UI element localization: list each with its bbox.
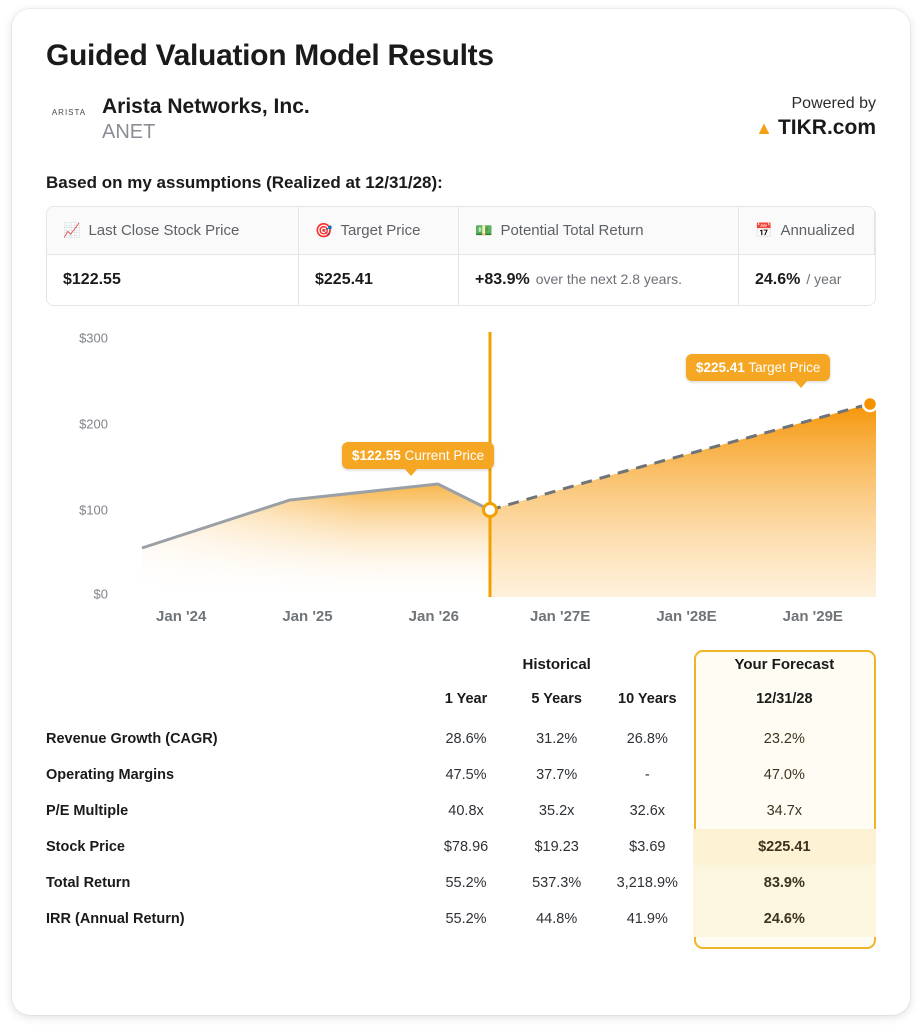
period-header-10-years: 10 Years: [618, 691, 677, 708]
target-price-marker: [863, 397, 876, 411]
row-value-forecast: 24.6%: [693, 901, 876, 937]
forecast-group-label: Your Forecast: [734, 656, 835, 674]
row-value-forecast: 47.0%: [763, 767, 805, 784]
metrics-period-header-row: [46, 685, 876, 721]
page-title: Guided Valuation Model Results: [46, 39, 494, 72]
summary-header-total-return: [459, 207, 739, 255]
metrics-group-header-row: [46, 656, 876, 685]
row-value-forecast: $225.41: [693, 829, 876, 865]
assumptions-line: Based on my assumptions (Realized at 12/31/28):: [46, 173, 443, 193]
x-tick-1: Jan '25: [282, 608, 333, 626]
row-value-5y: 37.7%: [536, 767, 578, 784]
company-header: [46, 95, 876, 145]
y-tick-300: $300: [79, 330, 108, 346]
summary-header-last-close: [47, 207, 299, 255]
period-header-5-years: 5 Years: [531, 691, 582, 708]
row-value-1y: 55.2%: [445, 875, 487, 892]
powered-by-block: [755, 95, 876, 140]
metrics-table: [46, 656, 876, 937]
historical-fade: [142, 332, 362, 597]
chart-icon: 📈: [63, 222, 81, 239]
powered-by-label: Powered by: [791, 95, 876, 112]
summary-value: $225.41: [315, 271, 373, 289]
x-tick-0: Jan '24: [156, 608, 207, 626]
row-value-5y: $19.23: [534, 839, 579, 856]
table-row: [46, 829, 876, 865]
current-price-badge: [342, 442, 494, 469]
brand-name: TIKR.com: [777, 116, 876, 139]
row-value-forecast: 83.9%: [693, 865, 876, 901]
y-tick-100: $100: [79, 502, 108, 518]
summary-table: [46, 206, 876, 306]
row-value-forecast: 34.7x: [766, 803, 803, 820]
summary-value: 24.6%: [755, 271, 801, 289]
result-card: [12, 9, 910, 1015]
target-icon: 🎯: [315, 222, 333, 239]
row-value-1y: $78.96: [443, 839, 489, 856]
historical-group-label: Historical: [522, 656, 591, 674]
summary-header-label: Potential Total Return: [500, 222, 644, 240]
target-price-badge: [686, 354, 830, 381]
summary-header-label: Last Close Stock Price: [88, 222, 240, 240]
period-header-1-year: 1 Year: [444, 691, 488, 708]
summary-value-note: over the next 2.8 years.: [535, 271, 683, 288]
row-label: Operating Margins: [46, 767, 175, 784]
price-chart: [46, 332, 876, 632]
current-price-amount: $122.55: [352, 448, 401, 464]
x-tick-5: Jan '29E: [782, 608, 843, 626]
table-row: [46, 901, 876, 937]
table-row: [46, 793, 876, 829]
target-price-label: Target Price: [744, 360, 821, 376]
row-value-5y: 35.2x: [538, 803, 575, 820]
arista-logo-icon: ARISTA: [51, 107, 87, 117]
current-price-label: Current Price: [400, 448, 485, 464]
summary-value: +83.9%: [475, 271, 530, 289]
row-value-1y: 28.6%: [445, 731, 487, 748]
row-label: Revenue Growth (CAGR): [46, 731, 218, 748]
row-value-10y: 32.6x: [629, 803, 666, 820]
row-value-10y: 26.8%: [626, 731, 668, 748]
y-tick-200: $200: [79, 416, 108, 432]
row-value-1y: 55.2%: [445, 911, 487, 928]
row-label: IRR (Annual Return): [46, 911, 185, 928]
table-row: [46, 757, 876, 793]
row-value-1y: 47.5%: [445, 767, 487, 784]
summary-header-annualized: [739, 207, 875, 255]
summary-value-target-price: [299, 255, 459, 305]
row-value-forecast: 23.2%: [763, 731, 805, 748]
row-value-5y: 537.3%: [532, 875, 582, 892]
row-value-10y: -: [644, 767, 650, 784]
forecast-area: [490, 402, 876, 597]
current-price-marker: [484, 504, 497, 517]
summary-header-label: Annualized: [780, 222, 855, 240]
x-axis-labels: [118, 608, 876, 625]
calendar-icon: 📅: [755, 222, 773, 239]
triangle-icon: ▲: [755, 118, 773, 138]
company-ticker: ANET: [102, 121, 156, 144]
row-value-5y: 31.2%: [536, 731, 578, 748]
row-value-5y: 44.8%: [536, 911, 578, 928]
money-icon: 💵: [475, 222, 493, 239]
summary-header-target-price: [299, 207, 459, 255]
y-tick-0: $0: [93, 586, 108, 602]
company-name: Arista Networks, Inc.: [102, 95, 310, 118]
row-value-10y: $3.69: [629, 839, 666, 856]
row-value-10y: 41.9%: [626, 911, 668, 928]
summary-value-last-close: [47, 255, 299, 305]
forecast-date: 12/31/28: [756, 691, 813, 708]
summary-header-label: Target Price: [340, 222, 421, 240]
row-label: Total Return: [46, 875, 131, 892]
x-tick-3: Jan '27E: [530, 608, 591, 626]
row-label: P/E Multiple: [46, 803, 129, 820]
x-tick-4: Jan '28E: [656, 608, 717, 626]
summary-value-total-return: [459, 255, 739, 305]
row-value-1y: 40.8x: [448, 803, 484, 820]
row-value-10y: 3,218.9%: [616, 875, 678, 892]
table-row: [46, 721, 876, 757]
target-price-amount: $225.41: [696, 360, 745, 376]
x-tick-2: Jan '26: [408, 608, 459, 626]
summary-value: $122.55: [63, 271, 121, 289]
summary-value-note: / year: [806, 271, 842, 288]
row-label: Stock Price: [46, 839, 125, 856]
table-row: [46, 865, 876, 901]
summary-value-annualized: [739, 255, 875, 305]
